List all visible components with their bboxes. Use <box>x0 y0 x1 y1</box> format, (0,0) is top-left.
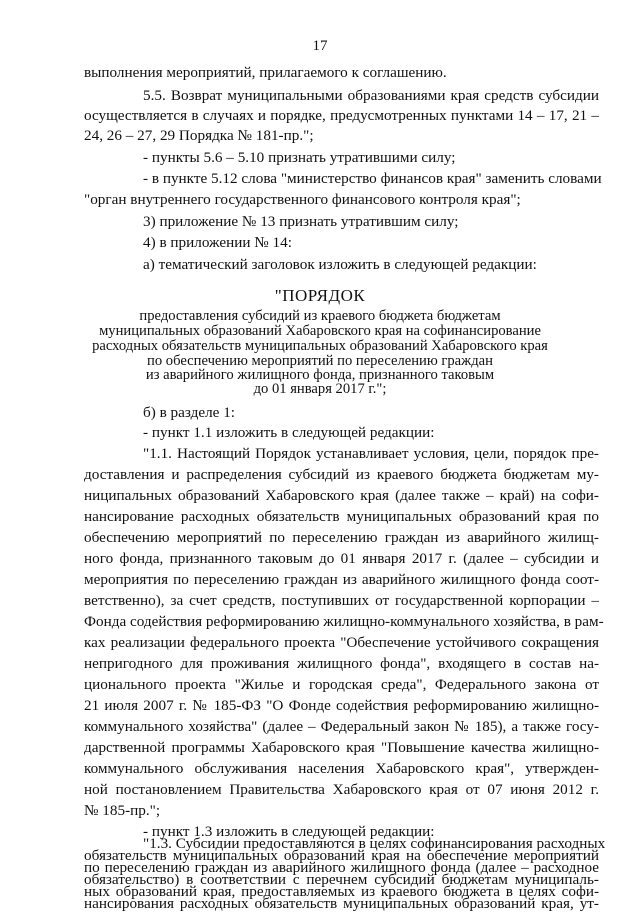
text-line: б) в разделе 1: <box>143 404 236 421</box>
title-subline: расходных обязательств муниципальных образований Хабаровского края <box>92 338 548 354</box>
text-line: ционального проекта "Жилье и городская среда", Федерального закона от <box>84 676 599 693</box>
text-line: ниципальных образований Хабаровского края (далее также – край) на софи- <box>84 487 599 504</box>
text-line: - пункт 1.1 изложить в следующей редакции: <box>143 424 435 441</box>
page-number: 17 <box>312 38 328 54</box>
text-line: 5.5. Возврат муниципальными образованиями края средств субсидии <box>143 87 599 104</box>
text-line: по переселению граждан из аварийного жилищного фонда (далее – расходное <box>84 859 599 876</box>
text-line: нансирования расходных обязательств муниципальных образований края, ут- <box>84 895 599 912</box>
text-line: нансирование расходных обязательств муниципальных образований края по <box>84 508 599 525</box>
title-subline: до 01 января 2017 г."; <box>253 381 387 397</box>
text-line: ного фонда, признанного таковым до 01 января 2017 г. (далее – субсидии и <box>84 550 599 567</box>
title-subline: из аварийного жилищного фонда, признанного таковым <box>145 367 495 383</box>
text-line: ках реализации федерального проекта "Обеспечение устойчивого сокращения <box>84 634 599 651</box>
text-line: - пункт 1.3 изложить в следующей редакции: <box>143 823 435 840</box>
text-line: доставления и распределения субсидий из краевого бюджета бюджетам му- <box>84 466 599 483</box>
text-line: 24, 26 – 27, 29 Порядка № 181-пр."; <box>84 127 314 144</box>
document-title: "ПОРЯДОК <box>274 286 366 305</box>
text-line: выполнения мероприятий, прилагаемого к соглашению. <box>84 64 447 81</box>
text-line: мероприятия по переселению граждан из аварийного жилищного фонда соот- <box>84 571 599 588</box>
title-subline: предоставления субсидий из краевого бюджета бюджетам <box>139 308 501 324</box>
text-line: обеспечению мероприятий по переселению граждан из аварийного жилищ- <box>84 529 599 546</box>
text-line: ветственно), за счет средств, поступивших от государственной корпорации – <box>84 592 599 609</box>
text-line: осуществляется в случаях и порядке, предусмотренных пунктами 14 – 17, 21 – <box>84 107 599 124</box>
title-subline: муниципальных образований Хабаровского края на софинансирование <box>99 323 541 339</box>
text-line: 21 июля 2007 г. № 185-ФЗ "О Фонде содействия реформированию жилищно- <box>84 697 599 714</box>
text-line: 4) в приложении № 14: <box>143 234 292 251</box>
text-line: обязательство) в соответствии с перечнем субсидий бюджетам муниципаль- <box>84 871 599 888</box>
text-line: дарственной программы Хабаровского края "Повышение качества жилищно- <box>84 739 599 756</box>
text-line: непригодного для проживания жилищного фонда", входящего в состав на- <box>84 655 599 672</box>
text-line: коммунального обслуживания населения Хабаровского края", утвержден- <box>84 760 599 777</box>
text-line: - пункты 5.6 – 5.10 признать утратившими силу; <box>143 149 456 166</box>
text-line: Фонда содействия реформированию жилищно-коммунального хозяйства, в рам- <box>84 613 604 630</box>
text-line: ных образований края, предоставляемых из краевого бюджета в целях софи- <box>84 883 599 900</box>
text-line: "орган внутреннего государственного финансового контроля края"; <box>84 191 521 208</box>
text-line: а) тематический заголовок изложить в следующей редакции: <box>143 256 537 273</box>
text-line: ной постановлением Правительства Хабаровского края от 07 июня 2012 г. <box>84 781 599 798</box>
text-line: № 185-пр."; <box>84 802 161 819</box>
text-line: "1.3. Субсидии предоставляются в целях софинансирования расходных <box>143 835 606 852</box>
text-line: - в пункте 5.12 слова "министерство финансов края" заменить словами <box>143 170 602 187</box>
text-line: коммунального хозяйства" (далее – Федеральный закон № 185), а также госу- <box>84 718 599 735</box>
text-line: обязательств муниципальных образований края на обеспечение мероприятий <box>84 847 599 864</box>
text-line: "1.1. Настоящий Порядок устанавливает условия, цели, порядок пре- <box>143 445 599 462</box>
text-line: 3) приложение № 13 признать утратившим силу; <box>143 213 459 230</box>
title-subline: по обеспечению мероприятий по переселению граждан <box>147 353 493 369</box>
